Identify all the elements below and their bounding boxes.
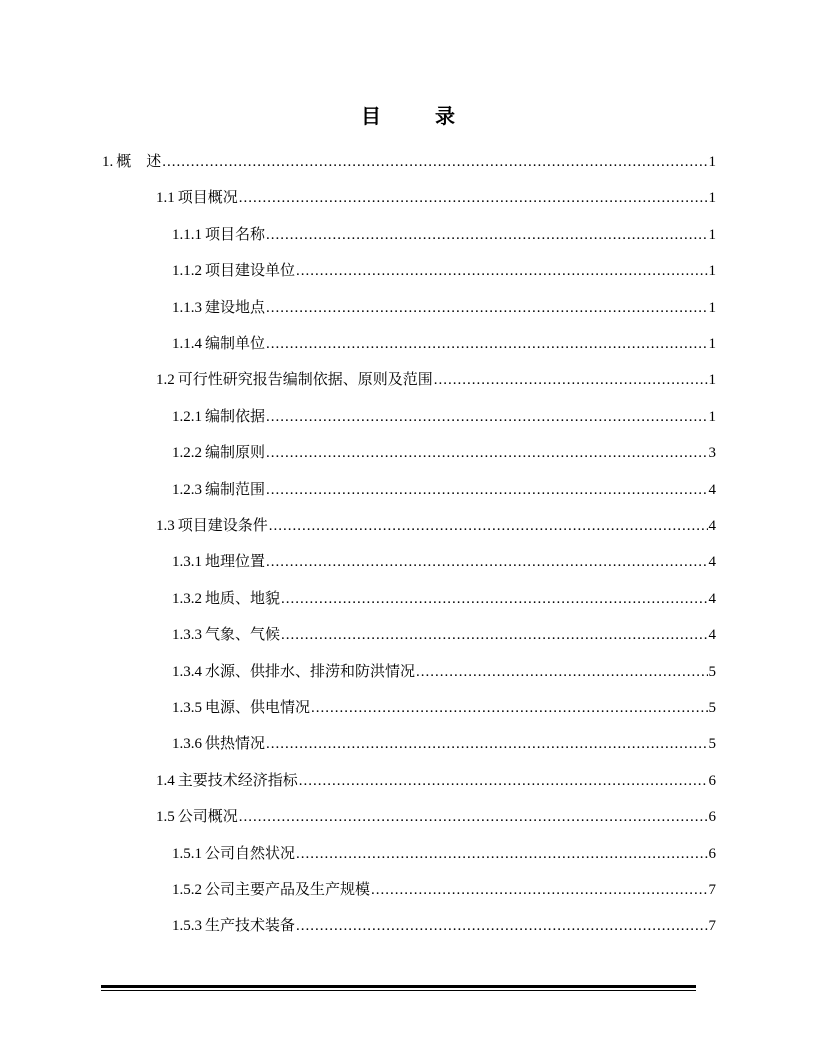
toc-entry-number: 1.3 xyxy=(156,518,175,534)
toc-entry[interactable] xyxy=(156,769,716,793)
toc-dot-leader xyxy=(239,186,708,210)
toc-entry-label: 项目概况 xyxy=(177,190,238,207)
toc-entry-number: 1.4 xyxy=(156,772,175,789)
toc-entry-label: 公司概况 xyxy=(177,809,238,826)
title-char-left: 目 xyxy=(361,106,381,128)
toc-dot-leader xyxy=(299,769,708,793)
toc-entry-label: 建设地点 xyxy=(205,299,266,316)
toc-entry-page-number: 7 xyxy=(708,882,716,898)
toc-entry[interactable] xyxy=(172,478,716,502)
toc-entry-label: 供热情况 xyxy=(205,736,266,753)
toc-entry[interactable] xyxy=(172,878,716,902)
toc-entry-label: 主要技术经济指标 xyxy=(177,772,298,789)
toc-entry-number: 1.1.2 xyxy=(172,263,202,280)
toc-entry-page-number: 1 xyxy=(708,408,716,425)
toc-entry-number: 1.3.1 xyxy=(172,554,202,571)
toc-dot-leader xyxy=(266,223,707,247)
toc-dot-leader xyxy=(416,660,707,684)
toc-entry[interactable] xyxy=(172,623,716,647)
toc-dot-leader xyxy=(266,732,707,756)
toc-entry-number: 1.1 xyxy=(156,190,175,207)
toc-entry[interactable] xyxy=(172,405,716,429)
toc-entry-number: 1.3.5 xyxy=(172,700,202,716)
toc-entry-label: 编制单位 xyxy=(205,336,266,352)
toc-entry-number: 1.5 xyxy=(156,809,175,826)
toc-dot-leader xyxy=(266,296,707,320)
toc-entry-page-number: 1 xyxy=(708,226,716,243)
toc-entry[interactable] xyxy=(172,550,716,574)
toc-dot-leader xyxy=(266,332,707,356)
toc-entry-number: 1. xyxy=(102,154,114,170)
toc-entry-page-number: 1 xyxy=(708,336,716,352)
toc-entry-label: 地质、地貌 xyxy=(205,590,281,607)
toc-entry[interactable] xyxy=(172,441,716,465)
toc-entry-page-number: 1 xyxy=(708,372,716,389)
toc-entry-label: 可行性研究报告编制依据、原则及范围 xyxy=(177,372,433,389)
toc-entry-number: 1.3.4 xyxy=(172,663,202,680)
toc-entry-label: 公司自然状况 xyxy=(205,845,296,862)
toc-entry-page-number: 1 xyxy=(708,263,716,280)
page-title xyxy=(0,100,816,129)
toc-dot-leader xyxy=(296,914,707,938)
toc-entry-number: 1.2.1 xyxy=(172,408,202,425)
toc-dot-leader xyxy=(281,623,707,647)
toc-entry[interactable] xyxy=(156,186,716,210)
toc-entry-number: 1.5.1 xyxy=(172,845,202,862)
toc-entry[interactable] xyxy=(172,696,716,720)
toc-entry[interactable] xyxy=(172,296,716,320)
toc-entry-label: 电源、供电情况 xyxy=(205,700,311,716)
toc-entry-page-number: 6 xyxy=(708,772,716,789)
toc-entry-page-number: 1 xyxy=(708,190,716,207)
toc-entry[interactable] xyxy=(156,805,716,829)
toc-entry-page-number: 6 xyxy=(708,845,716,862)
toc-entry-label: 项目建设条件 xyxy=(177,518,268,534)
toc-entry-label: 公司主要产品及生产规模 xyxy=(205,882,371,898)
toc-entry[interactable] xyxy=(172,914,716,938)
toc-entry[interactable] xyxy=(172,660,716,684)
toc-entry-page-number: 4 xyxy=(708,481,716,498)
toc-entry-number: 1.1.3 xyxy=(172,299,202,316)
toc-dot-leader xyxy=(296,842,707,866)
toc-entry-page-number: 4 xyxy=(708,518,716,534)
toc-entry-label: 编制范围 xyxy=(205,481,266,498)
toc-entry-page-number: 1 xyxy=(708,299,716,316)
toc-entry[interactable] xyxy=(102,150,716,174)
toc-entry[interactable] xyxy=(172,587,716,611)
toc-entry-label: 概 述 xyxy=(116,154,162,170)
footer-rule-thin xyxy=(101,990,696,991)
toc-entry-number: 1.1.1 xyxy=(172,226,202,243)
toc-entry-number: 1.5.2 xyxy=(172,882,202,898)
toc-entry-number: 1.3.2 xyxy=(172,590,202,607)
toc-entry-page-number: 4 xyxy=(708,590,716,607)
toc-entry[interactable] xyxy=(172,332,716,356)
toc-entry-page-number: 5 xyxy=(708,663,716,680)
toc-dot-leader xyxy=(311,696,707,720)
toc-dot-leader xyxy=(239,805,708,829)
toc-dot-leader xyxy=(371,878,707,902)
toc-entry[interactable] xyxy=(172,259,716,283)
toc-entry-label: 项目建设单位 xyxy=(205,263,296,280)
toc-dot-leader xyxy=(434,368,708,392)
toc-entry[interactable] xyxy=(172,842,716,866)
title-char-right: 录 xyxy=(435,106,455,128)
toc-entry-label: 水源、供排水、排涝和防洪情况 xyxy=(205,663,416,680)
toc-entry-page-number: 4 xyxy=(708,554,716,571)
toc-entry-page-number: 3 xyxy=(708,445,716,462)
toc-entry-number: 1.5.3 xyxy=(172,918,202,935)
toc-entry-number: 1.3.3 xyxy=(172,627,202,644)
toc-dot-leader xyxy=(266,550,707,574)
toc-entry-page-number: 1 xyxy=(708,154,716,170)
toc-entry-number: 1.3.6 xyxy=(172,736,202,753)
toc-entry-page-number: 7 xyxy=(708,918,716,935)
toc-dot-leader xyxy=(296,259,707,283)
toc-entry-number: 1.2 xyxy=(156,372,175,389)
toc-dot-leader xyxy=(162,150,707,174)
toc-entry-page-number: 4 xyxy=(708,627,716,644)
toc-dot-leader xyxy=(266,441,707,465)
toc-entry-number: 1.1.4 xyxy=(172,336,202,352)
toc-entry[interactable] xyxy=(172,223,716,247)
toc-entry-label: 项目名称 xyxy=(205,226,266,243)
toc-entry-label: 气象、气候 xyxy=(205,627,281,644)
toc-dot-leader xyxy=(281,587,707,611)
toc-dot-leader xyxy=(269,514,708,538)
toc-dot-leader xyxy=(266,405,707,429)
toc-entry-label: 编制依据 xyxy=(205,408,266,425)
toc-entry-page-number: 5 xyxy=(708,736,716,753)
toc-entry[interactable] xyxy=(172,732,716,756)
toc-entry-number: 1.2.2 xyxy=(172,445,202,462)
toc-entry[interactable] xyxy=(156,514,716,538)
toc-entry-page-number: 6 xyxy=(708,809,716,826)
toc-entry-label: 地理位置 xyxy=(205,554,266,571)
toc-entry-label: 编制原则 xyxy=(205,445,266,462)
toc-entry[interactable] xyxy=(156,368,716,392)
toc-entry-page-number: 5 xyxy=(708,700,716,716)
toc-entry-number: 1.2.3 xyxy=(172,481,202,498)
footer-rule-thick xyxy=(101,985,696,988)
toc-dot-leader xyxy=(266,478,707,502)
toc-entry-label: 生产技术装备 xyxy=(205,918,296,935)
